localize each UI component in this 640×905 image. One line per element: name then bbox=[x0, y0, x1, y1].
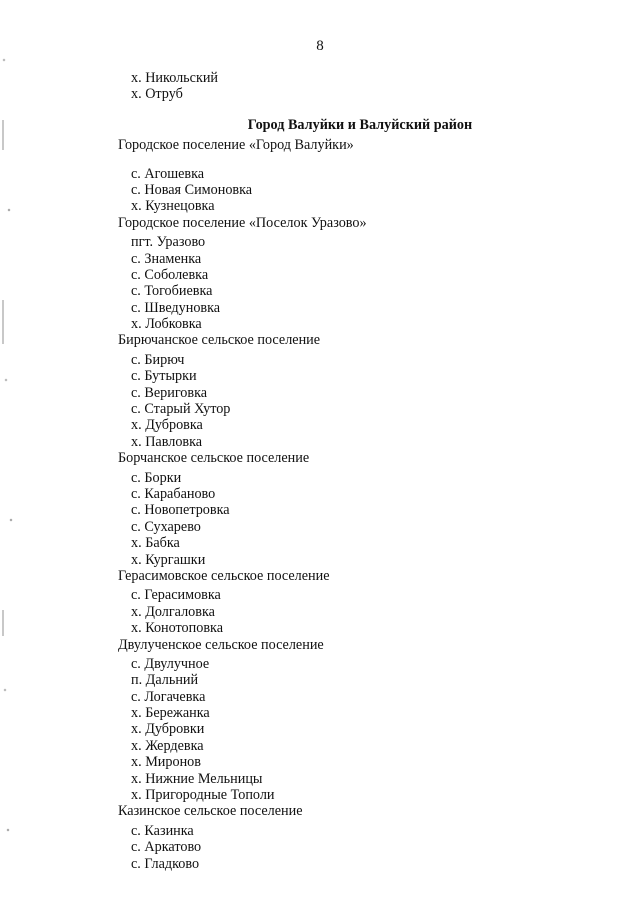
document-body bbox=[0, 70, 640, 872]
intro-list bbox=[0, 70, 640, 103]
list-item: с. Борки bbox=[131, 469, 182, 486]
list-item: х. Долгаловка bbox=[131, 603, 215, 620]
list-item: с. Бирюч bbox=[131, 351, 185, 368]
list-item: с. Тогобиевка bbox=[131, 283, 213, 300]
list-item: х. Бережанка bbox=[131, 705, 210, 722]
list-item: х. Нижние Мельницы bbox=[131, 770, 263, 787]
list-item: с. Агошевка bbox=[131, 165, 205, 182]
list-item: с. Гладково bbox=[131, 855, 200, 872]
list-item: с. Новопетровка bbox=[131, 502, 230, 519]
list-item: х. Кузнецовка bbox=[131, 198, 215, 215]
list-item: х. Отруб bbox=[131, 86, 183, 103]
list-item: х. Миронов bbox=[131, 754, 201, 771]
settlement-name: Двулученское сельское поселение bbox=[118, 636, 324, 653]
district-heading: Город Валуйки и Валуйский район bbox=[247, 116, 473, 133]
settlement-section bbox=[0, 137, 640, 215]
list-item: с. Карабаново bbox=[131, 485, 216, 502]
list-item: х. Жердевка bbox=[131, 737, 204, 754]
settlement-section bbox=[0, 568, 640, 637]
settlement-section bbox=[0, 803, 640, 872]
page-number: 8 bbox=[316, 38, 324, 54]
list-item: х. Дубровки bbox=[131, 721, 205, 738]
settlement-name: Бирючанское сельское поселение bbox=[118, 332, 321, 349]
list-item: х. Пригородные Тополи bbox=[131, 787, 275, 804]
list-item: х. Дубровка bbox=[131, 417, 203, 434]
list-item: с. Знаменка bbox=[131, 250, 202, 267]
list-item: с. Вериговка bbox=[131, 384, 208, 401]
settlement-name: Казинское сельское поселение bbox=[118, 803, 303, 820]
list-item: х. Кургашки bbox=[131, 551, 206, 568]
list-item: х. Лобковка bbox=[131, 316, 202, 333]
settlement-section bbox=[0, 332, 640, 450]
list-item: с. Шведуновка bbox=[131, 299, 221, 316]
list-item: х. Бабка bbox=[131, 535, 180, 552]
list-item: х. Никольский bbox=[131, 70, 219, 86]
list-item: с. Аркатово bbox=[131, 839, 202, 856]
list-item: с. Бутырки bbox=[131, 368, 197, 385]
list-item: с. Старый Хутор bbox=[131, 401, 231, 418]
settlement-section bbox=[0, 637, 640, 804]
list-item: с. Логачевка bbox=[131, 688, 206, 705]
list-item: х. Конотоповка bbox=[131, 620, 224, 637]
list-item: с. Герасимовка bbox=[131, 587, 221, 604]
list-item: с. Соболевка bbox=[131, 266, 209, 283]
settlement-section bbox=[0, 215, 640, 333]
list-item: с. Сухарево bbox=[131, 518, 201, 535]
settlement-name: Герасимовское сельское поселение bbox=[118, 567, 330, 584]
list-item: х. Павловка bbox=[131, 433, 203, 450]
list-item: с. Двулучное bbox=[131, 655, 210, 672]
list-item: с. Новая Симоновка bbox=[131, 181, 253, 198]
settlement-name: Городское поселение «Город Валуйки» bbox=[118, 137, 354, 154]
settlement-section bbox=[0, 450, 640, 568]
list-item: пгт. Уразово bbox=[131, 234, 206, 251]
settlement-name: Борчанское сельское поселение bbox=[118, 450, 310, 467]
list-item: с. Казинка bbox=[131, 822, 194, 839]
settlement-name: Городское поселение «Поселок Уразово» bbox=[118, 214, 367, 231]
list-item: п. Дальний bbox=[131, 672, 199, 689]
